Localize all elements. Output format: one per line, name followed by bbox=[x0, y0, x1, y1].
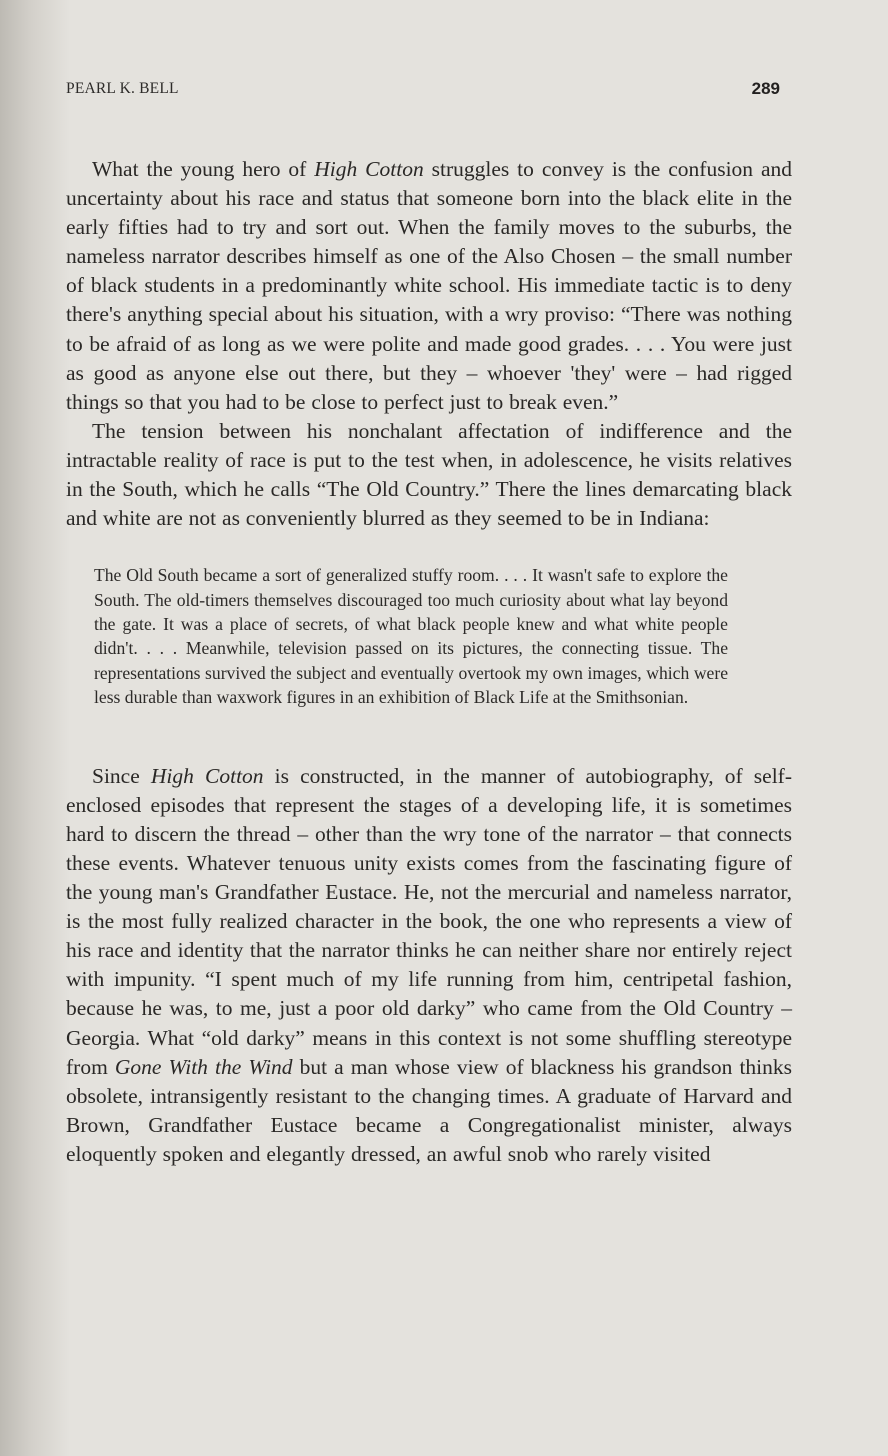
paragraph-2: The tension between his nonchalant affectation of indifference and the intractable reality of race is put to the test when, in adolescence, he visits relatives in the South, which he calls “The Old Country.” There the lines demarcating black and white are not as conveniently blurred as they seemed to be in Indiana: bbox=[66, 418, 792, 531]
paragraph-3-tail: but a man whose view of blackness his grandson thinks obsolete, intransigently resistant to the changing times. A graduate of Harvard and Brown, Grandfather Eustace became a Congregationalist minister, always eloquently spoken and elegantly dressed, an awful snob who rarely visited bbox=[66, 1054, 793, 1166]
paragraph-1-body: struggles to convey is the confusion and uncertainty about his race and status that someone born into the black elite in the early fifties had to try and sort out. When the family moves to the suburbs, the nameless narrator describes himself as one of the Also Chosen – the small number of black students in a predominantly white school. His immediate tactic is to deny there's anything special about his situation, with a wry proviso: “There was nothing to be afraid of as long as we were polite and made good grades. . . . You were just as good as anyone else out there, but they – whoever 'they' were – had rigged things so that you had to be close to perfect just to break even.” bbox=[66, 157, 792, 414]
running-head bbox=[66, 80, 780, 104]
paragraph-1-lead: What the young hero of bbox=[92, 157, 315, 181]
paragraph-3 bbox=[66, 762, 792, 1169]
paragraph-3-body: is constructed, in the manner of autobiography, of self-enclosed episodes that represent the stages of a developing life, it is sometimes hard to discern the thread – other than the wry tone of the narrator – that connects these events. Whatever tenuous unity exists comes from the fascinating figure of the young man's Grandfather Eustace. He, not the mercurial and nameless narrator, is the most fully realized character in the book, the one who represents a view of his race and identity that the narrator thinks he can neither share nor entirely reject with impunity. “I spent much of my life running from him, centripetal fashion, because he was, to me, just a poor old darky” who came from the Old Country – Georgia. What “old darky” means in this context is not some shuffling stereotype from bbox=[66, 763, 792, 1079]
paragraph-1 bbox=[66, 155, 792, 417]
running-head-author: PEARL K. BELL bbox=[66, 80, 179, 97]
block-quotation: The Old South became a sort of generalized stuffy room. . . . It wasn't safe to explore the South. The old-timers themselves discouraged too much curiosity about what lay beyond the gate. It was a place of secrets, of what black people knew and what white people didn't. . . . Meanwhile, television passed on its pictures, the connecting tissue. The representations survived the subject and eventually overtook my own images, which were less durable than waxwork figures in an exhibition of Black Life at the Smithsonian. bbox=[94, 565, 728, 708]
paragraph-3-lead: Since bbox=[92, 763, 151, 788]
body-text bbox=[66, 155, 792, 1169]
book-title-high-cotton: High Cotton bbox=[150, 763, 264, 788]
book-title-high-cotton: High Cotton bbox=[314, 157, 424, 181]
page-number: 289 bbox=[751, 79, 780, 98]
film-title-gone-with-the-wind: Gone With the Wind bbox=[114, 1054, 293, 1079]
